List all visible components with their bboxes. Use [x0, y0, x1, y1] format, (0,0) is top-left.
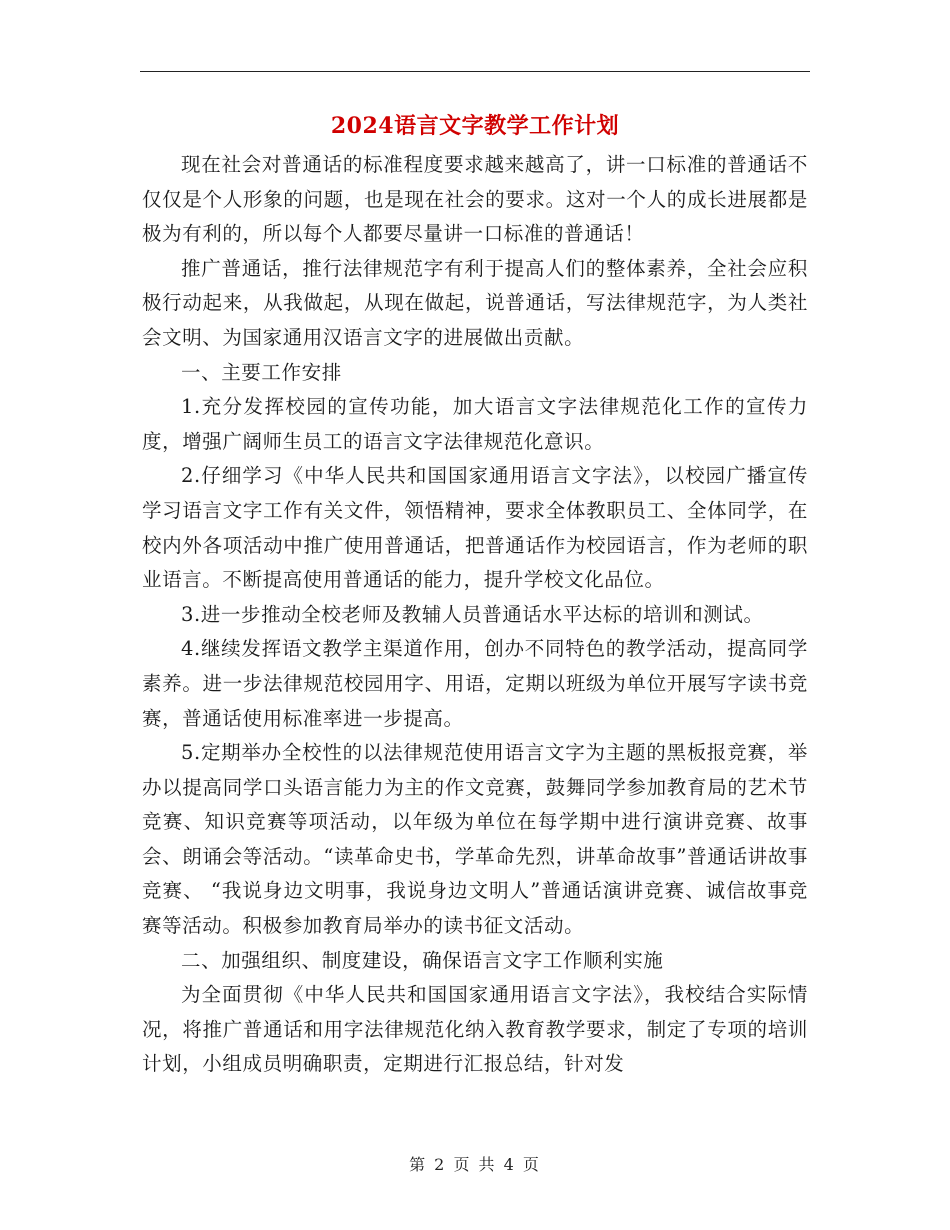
paragraph: 现在社会对普通话的标准程度要求越来越高了，讲一口标准的普通话不仅仅是个人形象的问题，也是现在社会的要求。这对一个人的成长进展都是极为有利的，所以每个人都要尽量讲一口标准的普通话！ [142, 153, 808, 246]
paragraph: 为全面贯彻《中华人民共和国国家通用语言文字法》，我校结合实际情况，将推广普通话和用字法律规范化纳入教育教学要求，制定了专项的培训计划，小组成员明确职责，定期进行汇报总结，针对发 [142, 983, 808, 1076]
list-item: 3.进一步推动全校老师及教辅人员普通话水平达标的培训和测试。 [181, 602, 764, 626]
header-rule [140, 71, 810, 72]
document-body [142, 148, 808, 1082]
section-heading: 一、主要工作安排 [181, 360, 342, 384]
document-title: 2024语言文字教学工作计划 [330, 113, 620, 139]
list-item: 5.定期举办全校性的以法律规范使用语言文字为主题的黑板报竞赛，举办以提高同学口头语言能力为主的作文竞赛，鼓舞同学参加教育局的艺术节竞赛、知识竞赛等项活动，以年级为单位在每学期中进行演讲竞赛、故事会、朗诵会等活动。“读革命史书，学革命先烈，讲革命故事”普通话讲故事竞赛、 “我说身边文明事，我说身边文明人”普通话演讲竞赛、诚信故事竞赛等活动。积极参加教育局举办的读书征文活动。 [142, 741, 808, 938]
paragraph: 推广普通话，推行法律规范字有利于提高人们的整体素养，全社会应积极行动起来，从我做起，从现在做起，说普通话，写法律规范字，为人类社会文明、为国家通用汉语言文字的进展做出贡献。 [142, 256, 808, 349]
list-item: 4.继续发挥语文教学主渠道作用，创办不同特色的教学活动，提高同学素养。进一步法律规范校园用字、用语，定期以班级为单位开展写字读书竞赛，普通话使用标准率进一步提高。 [142, 637, 808, 730]
page-number-footer: 第 2 页 共 4 页 [409, 1155, 541, 1174]
list-item: 2.仔细学习《中华人民共和国国家通用语言文字法》，以校园广播宣传学习语言文字工作有关文件，领悟精神，要求全体教职员工、全体同学，在校内外各项活动中推广使用普通话，把普通话作为校园语言，作为老师的职业语言。不断提高使用普通话的能力，提升学校文化品位。 [142, 464, 808, 592]
list-item: 1.充分发挥校园的宣传功能，加大语言文字法律规范化工作的宣传力度，增强广阔师生员工的语言文字法律规范化意识。 [142, 395, 808, 453]
section-heading: 二、加强组织、制度建设，确保语言文字工作顺利实施 [181, 948, 664, 972]
